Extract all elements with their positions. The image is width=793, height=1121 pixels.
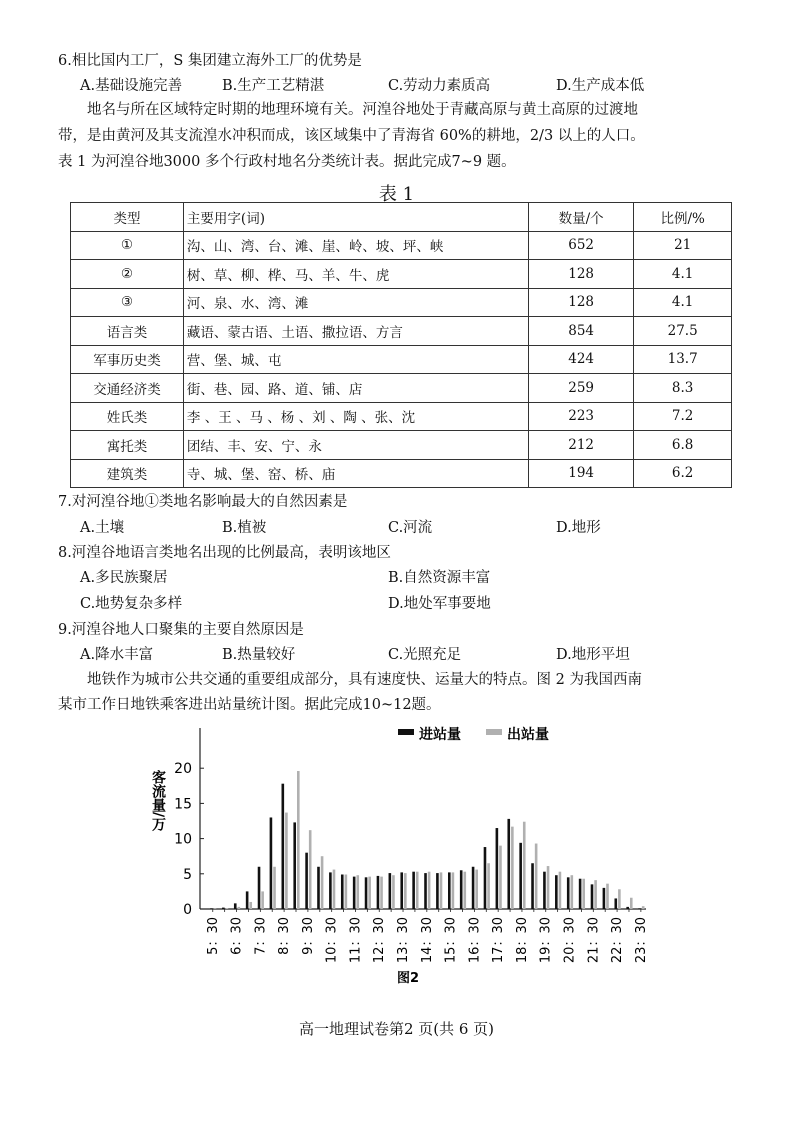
- question-6-stem: 6.相比国内工厂，S 集团建立海外工厂的优势是: [58, 53, 362, 69]
- bar-exit: [582, 879, 585, 909]
- table-row: [71, 231, 732, 260]
- intro1-line3: 表 1 为河湟谷地3000 多个行政村地名分类统计表。据此完成7~9 题。: [58, 154, 516, 170]
- bar-exit: [547, 866, 550, 909]
- bar-entry: [282, 784, 285, 909]
- bar-entry: [472, 867, 475, 909]
- question-7-options: [80, 517, 740, 539]
- bar-entry: [353, 877, 356, 909]
- bar-exit: [559, 872, 562, 909]
- bar-exit: [440, 872, 443, 909]
- table-cell-ratio: 6.8: [634, 431, 732, 460]
- bar-entry: [270, 817, 273, 909]
- table-cell-words: 街、巷、园、路、道、铺、店: [183, 374, 528, 403]
- bar-entry: [412, 872, 415, 909]
- table-header-cell: 类型: [71, 203, 184, 232]
- question-8-stem: 8.河湟谷地语言类地名出现的比例最高，表明该地区: [58, 545, 391, 561]
- bar-entry: [341, 875, 344, 909]
- bar-exit: [475, 870, 478, 909]
- bar-entry: [377, 876, 380, 909]
- bar-exit: [511, 827, 514, 909]
- bar-entry: [626, 907, 629, 909]
- bar-entry: [591, 884, 594, 909]
- bar-exit: [309, 830, 312, 909]
- bar-exit: [380, 877, 383, 909]
- bar-exit: [404, 873, 407, 909]
- y-tick-label: 20: [174, 761, 192, 778]
- bar-entry: [531, 863, 534, 909]
- question-7-stem: 7.对河湟谷地①类地名影响最大的自然因素是: [58, 494, 348, 510]
- x-tick-label: 11：30: [348, 917, 364, 964]
- table-cell-type: 寓托类: [71, 431, 184, 460]
- table-row: [71, 317, 732, 346]
- bar-entry: [329, 872, 332, 909]
- bar-entry: [448, 872, 451, 909]
- intro2-line1: 地铁作为城市公共交通的重要组成部分，具有速度快、运量大的特点。图 2 为我国西南: [87, 672, 642, 688]
- table-cell-words: 团结、丰、安、宁、永: [183, 431, 528, 460]
- table-row: [71, 459, 732, 488]
- table-cell-words: 河、泉、水、湾、滩: [183, 288, 528, 317]
- x-tick-label: 6：30: [229, 917, 245, 955]
- bar-entry: [222, 908, 225, 909]
- bar-entry: [496, 828, 499, 909]
- question-9-stem: 9.河湟谷地人口聚集的主要自然原因是: [58, 622, 304, 638]
- bar-exit: [261, 891, 264, 909]
- table-header-cell: 比例/%: [634, 203, 732, 232]
- table-header-cell: 主要用字(词): [183, 203, 528, 232]
- q9-option-b[interactable]: B.热量较好: [222, 647, 296, 663]
- bar-exit: [226, 908, 229, 909]
- q7-option-d[interactable]: D.地形: [556, 520, 601, 536]
- page-footer: 高一地理试卷第2 页(共 6 页): [298, 1020, 495, 1038]
- bar-entry: [424, 873, 427, 909]
- bar-exit: [642, 906, 645, 909]
- bar-entry: [638, 908, 641, 909]
- q8-option-a[interactable]: A.多民族聚居: [80, 570, 168, 586]
- table-cell-words: 藏语、蒙古语、土语、撒拉语、方言: [183, 317, 528, 346]
- y-tick-label: 0: [183, 902, 192, 918]
- table-row: [71, 374, 732, 403]
- table-cell-ratio: 7.2: [634, 402, 732, 431]
- q9-option-a[interactable]: A.降水丰富: [80, 647, 154, 663]
- table-cell-type: ①: [71, 231, 184, 260]
- x-tick-label: 22：30: [610, 917, 626, 964]
- table-cell-type: 语言类: [71, 317, 184, 346]
- x-tick-label: 14：30: [419, 917, 435, 964]
- bar-exit: [238, 907, 241, 909]
- bar-exit: [463, 872, 466, 909]
- x-tick-label: 7：30: [253, 917, 269, 955]
- bar-entry: [614, 898, 617, 909]
- x-tick-label: 5：30: [205, 917, 221, 955]
- y-tick-label: 5: [183, 866, 192, 883]
- bar-entry: [389, 873, 392, 909]
- q6-option-b[interactable]: B.生产工艺精湛: [222, 78, 325, 94]
- x-tick-label: 15：30: [443, 917, 459, 964]
- bar-entry: [246, 891, 249, 909]
- bar-entry: [258, 867, 261, 909]
- table-cell-type: 交通经济类: [71, 374, 184, 403]
- bar-exit: [416, 872, 419, 909]
- x-tick-label: 17：30: [491, 917, 507, 964]
- table-row: [71, 260, 732, 289]
- y-tick-label: 15: [174, 796, 192, 813]
- table-cell-ratio: 21: [634, 231, 732, 260]
- bar-exit: [285, 813, 288, 909]
- table-cell-words: 李 、王 、马 、杨 、刘 、陶 、张、沈: [183, 402, 528, 431]
- bar-exit: [345, 875, 348, 909]
- bar-exit: [297, 771, 300, 909]
- bar-exit: [571, 875, 574, 909]
- intro1-line2: 带，是由黄河及其支流湟水冲积而成，该区域集中了青海省 60%的耕地，2/3 以上的人口。: [58, 128, 645, 144]
- y-axis-label: 客流量/万: [150, 770, 166, 832]
- q7-option-a[interactable]: A.土壤: [80, 520, 125, 536]
- x-tick-label: 12：30: [372, 917, 388, 964]
- table1: [70, 202, 732, 488]
- table-cell-words: 寺、城、堡、窑、桥、庙: [183, 459, 528, 488]
- q8-option-d[interactable]: D.地处军事要地: [388, 596, 491, 612]
- legend-label-exit: 出站量: [507, 727, 549, 743]
- bar-exit: [392, 875, 395, 909]
- bar-entry: [484, 847, 487, 909]
- q8-option-c[interactable]: C.地势复杂多样: [80, 596, 183, 612]
- table-cell-count: 424: [528, 345, 633, 374]
- bar-entry: [365, 877, 368, 909]
- q6-option-a[interactable]: A.基础设施完善: [80, 78, 183, 94]
- bar-entry: [305, 853, 308, 909]
- table-cell-type: ②: [71, 260, 184, 289]
- question-6-options: [80, 75, 740, 97]
- table-cell-words: 沟、山、湾、台、滩、崖、岭、坡、坪、峡: [183, 231, 528, 260]
- x-tick-label: 16：30: [467, 917, 483, 964]
- bar-exit: [273, 867, 276, 909]
- table-cell-ratio: 4.1: [634, 288, 732, 317]
- x-tick-label: 20：30: [562, 917, 578, 964]
- bar-entry: [436, 873, 439, 909]
- bar-exit: [452, 872, 455, 909]
- bar-exit: [606, 884, 609, 909]
- table-cell-type: ③: [71, 288, 184, 317]
- x-tick-label: 10：30: [324, 917, 340, 964]
- table-cell-count: 223: [528, 402, 633, 431]
- table1-title: 表 1: [378, 184, 415, 205]
- table-cell-count: 194: [528, 459, 633, 488]
- bar-exit: [249, 902, 252, 909]
- bar-exit: [368, 877, 371, 909]
- bar-entry: [519, 843, 522, 909]
- bar-entry: [317, 867, 320, 909]
- question-9-options: [80, 644, 740, 666]
- x-tick-label: 19：30: [538, 917, 554, 964]
- q7-option-c[interactable]: C.河流: [388, 520, 433, 536]
- table-header-row: [71, 203, 732, 232]
- intro1-line1: 地名与所在区域特定时期的地理环境有关。河湟谷地处于青藏高原与黄土高原的过渡地: [87, 102, 638, 118]
- figure-caption: 图2: [396, 971, 420, 986]
- bar-entry: [603, 888, 606, 909]
- table-cell-type: 建筑类: [71, 459, 184, 488]
- legend-swatch-exit: [486, 729, 502, 735]
- table-cell-ratio: 27.5: [634, 317, 732, 346]
- bar-exit: [428, 872, 431, 909]
- q6-option-c[interactable]: C.劳动力素质高: [388, 78, 491, 94]
- table-row: [71, 288, 732, 317]
- q7-option-b[interactable]: B.植被: [222, 520, 267, 536]
- legend-label-entry: 进站量: [419, 727, 461, 743]
- table-cell-count: 128: [528, 288, 633, 317]
- table-cell-ratio: 4.1: [634, 260, 732, 289]
- q8-option-b[interactable]: B.自然资源丰富: [388, 570, 491, 586]
- table-cell-type: 姓氏类: [71, 402, 184, 431]
- table-cell-count: 128: [528, 260, 633, 289]
- table-cell-count: 259: [528, 374, 633, 403]
- bar-exit: [618, 889, 621, 909]
- table-header-cell: 数量/个: [528, 203, 633, 232]
- bar-entry: [234, 903, 237, 909]
- table-row: [71, 402, 732, 431]
- legend-swatch-entry: [398, 729, 414, 735]
- bar-entry: [460, 870, 463, 909]
- bar-exit: [333, 870, 336, 909]
- bar-exit: [535, 844, 538, 909]
- bar-entry: [543, 872, 546, 909]
- table-cell-count: 212: [528, 431, 633, 460]
- bar-entry: [293, 822, 296, 909]
- y-tick-label: 10: [174, 831, 192, 848]
- q6-option-d[interactable]: D.生产成本低: [556, 78, 645, 94]
- bar-exit: [594, 880, 597, 909]
- bar-exit: [499, 846, 502, 909]
- table-cell-count: 652: [528, 231, 633, 260]
- bar-exit: [321, 856, 324, 909]
- table-cell-words: 营、堡、城、屯: [183, 345, 528, 374]
- bar-entry: [507, 819, 510, 909]
- intro2-line2: 某市工作日地铁乘客进出站量统计图。据此完成10~12题。: [58, 697, 441, 713]
- bar-entry: [555, 875, 558, 909]
- bar-exit: [487, 863, 490, 909]
- question-8-options-row1: [80, 567, 740, 589]
- q9-option-d[interactable]: D.地形平坦: [556, 647, 630, 663]
- table-row: [71, 431, 732, 460]
- table-cell-ratio: 13.7: [634, 345, 732, 374]
- figure2-chart: [150, 718, 650, 988]
- bar-exit: [356, 875, 359, 909]
- bar-entry: [567, 877, 570, 909]
- table-row: [71, 345, 732, 374]
- bar-entry: [400, 872, 403, 909]
- bar-entry: [579, 879, 582, 909]
- table-cell-ratio: 8.3: [634, 374, 732, 403]
- table-cell-count: 854: [528, 317, 633, 346]
- x-tick-label: 21：30: [586, 917, 602, 964]
- table-cell-ratio: 6.2: [634, 459, 732, 488]
- bar-exit: [523, 822, 526, 909]
- bar-exit: [630, 898, 633, 909]
- x-tick-label: 18：30: [514, 917, 530, 964]
- x-tick-label: 13：30: [396, 917, 412, 964]
- x-tick-label: 23：30: [633, 917, 649, 964]
- question-8-options-row2: [80, 593, 740, 615]
- bar-entry: [210, 908, 213, 909]
- x-tick-label: 8：30: [277, 917, 293, 955]
- x-tick-label: 9：30: [300, 917, 316, 955]
- table-cell-words: 树、草、柳、桦、马、羊、牛、虎: [183, 260, 528, 289]
- table-cell-type: 军事历史类: [71, 345, 184, 374]
- q9-option-c[interactable]: C.光照充足: [388, 647, 462, 663]
